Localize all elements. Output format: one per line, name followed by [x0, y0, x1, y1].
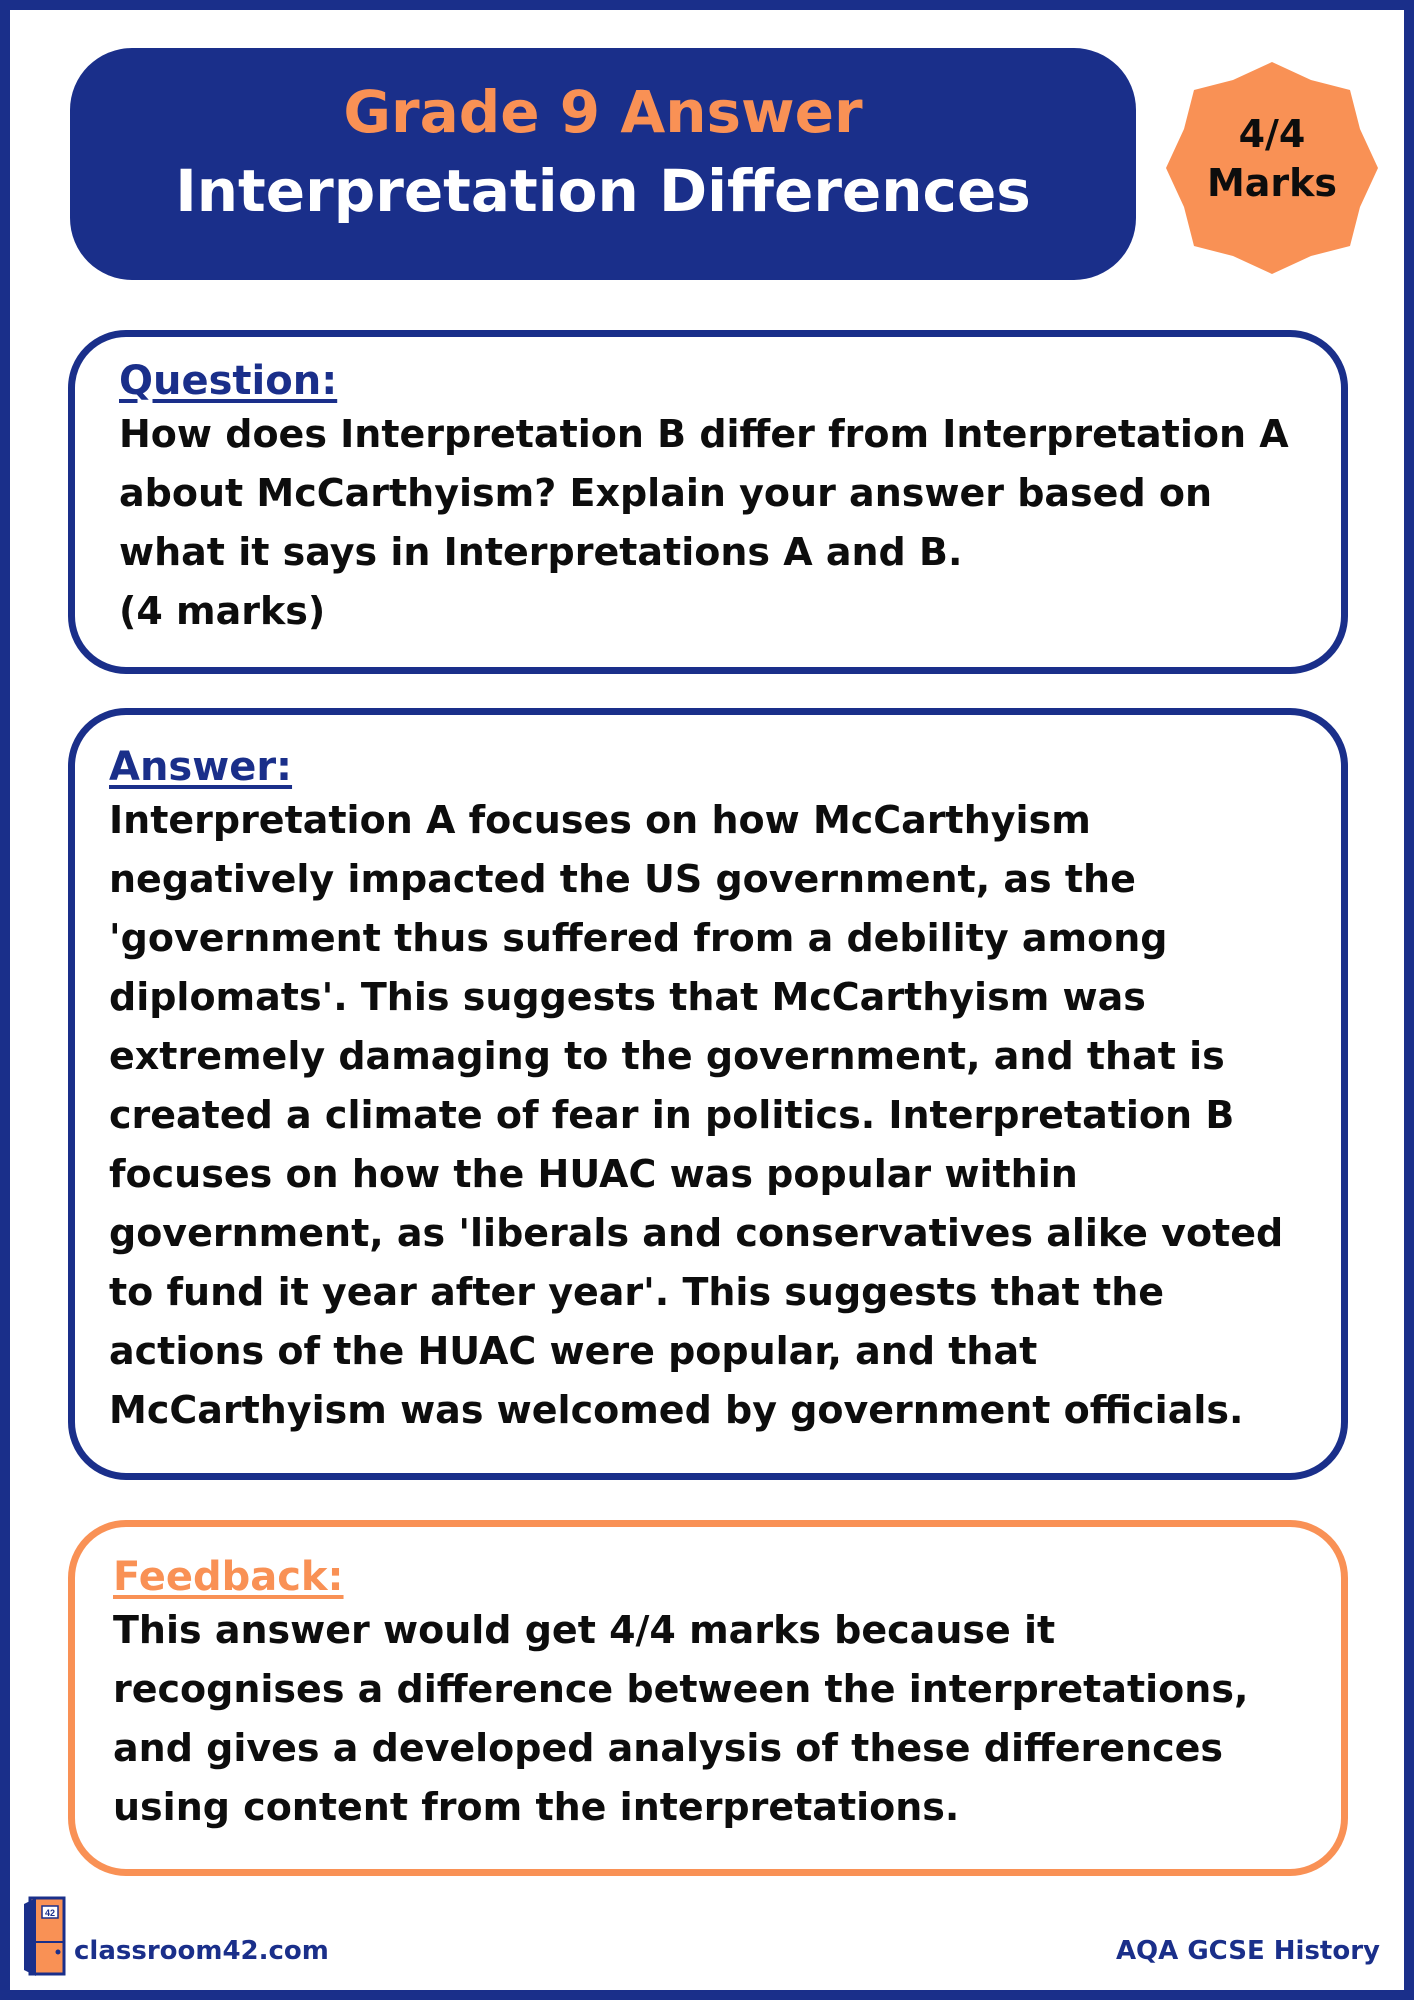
question-line: about McCarthyism? Explain your answer based on	[119, 471, 1213, 515]
title-grade: Grade 9 Answer	[343, 78, 863, 146]
feedback-line: and gives a developed analysis of these differences	[113, 1726, 1224, 1770]
question-heading: Question:	[119, 358, 338, 404]
door-logo-icon	[22, 1890, 72, 1980]
feedback-heading: Feedback:	[113, 1554, 344, 1600]
answer-line: created a climate of fear in politics. Interpretation B	[109, 1093, 1235, 1137]
question-text	[119, 405, 1311, 641]
marks-badge	[1166, 62, 1378, 274]
title-banner	[70, 48, 1136, 280]
answer-text	[109, 791, 1315, 1440]
question-card	[68, 330, 1348, 674]
marks-score: 4/4	[1238, 112, 1306, 156]
answer-heading: Answer:	[109, 744, 293, 790]
feedback-line: This answer would get 4/4 marks because it	[113, 1608, 1056, 1652]
marks-label: Marks	[1206, 161, 1338, 206]
footer-subject: AQA GCSE History	[1115, 1936, 1380, 1966]
logo-number: 42	[44, 1908, 56, 1918]
answer-card	[68, 708, 1348, 1480]
feedback-line: using content from the interpretations.	[113, 1785, 960, 1829]
feedback-line: recognises a difference between the interpretations,	[113, 1667, 1249, 1711]
feedback-card	[68, 1520, 1348, 1876]
answer-line: negatively impacted the US government, as the	[109, 857, 1136, 901]
answer-line: government, as 'liberals and conservatives alike voted	[109, 1211, 1284, 1255]
answer-line: to fund it year after year'. This suggests that the	[109, 1270, 1165, 1314]
answer-line: diplomats'. This suggests that McCarthyism was	[109, 975, 1146, 1019]
feedback-text	[113, 1601, 1315, 1837]
answer-line: extremely damaging to the government, and that is	[109, 1034, 1225, 1078]
answer-line: focuses on how the HUAC was popular within	[109, 1152, 1078, 1196]
answer-line: Interpretation A focuses on how McCarthyism	[109, 798, 1091, 842]
question-line: what it says in Interpretations A and B.	[119, 530, 963, 574]
footer-site-link[interactable]: classroom42.com	[74, 1936, 329, 1966]
question-line: How does Interpretation B differ from Interpretation A	[119, 412, 1289, 456]
answer-line: actions of the HUAC were popular, and that	[109, 1329, 1038, 1373]
answer-line: 'government thus suffered from a debility among	[109, 916, 1168, 960]
marks-badge-text	[1166, 110, 1378, 209]
answer-line: McCarthyism was welcomed by government officials.	[109, 1388, 1244, 1432]
page-title: Interpretation Differences	[175, 157, 1031, 225]
question-line: (4 marks)	[119, 589, 326, 633]
